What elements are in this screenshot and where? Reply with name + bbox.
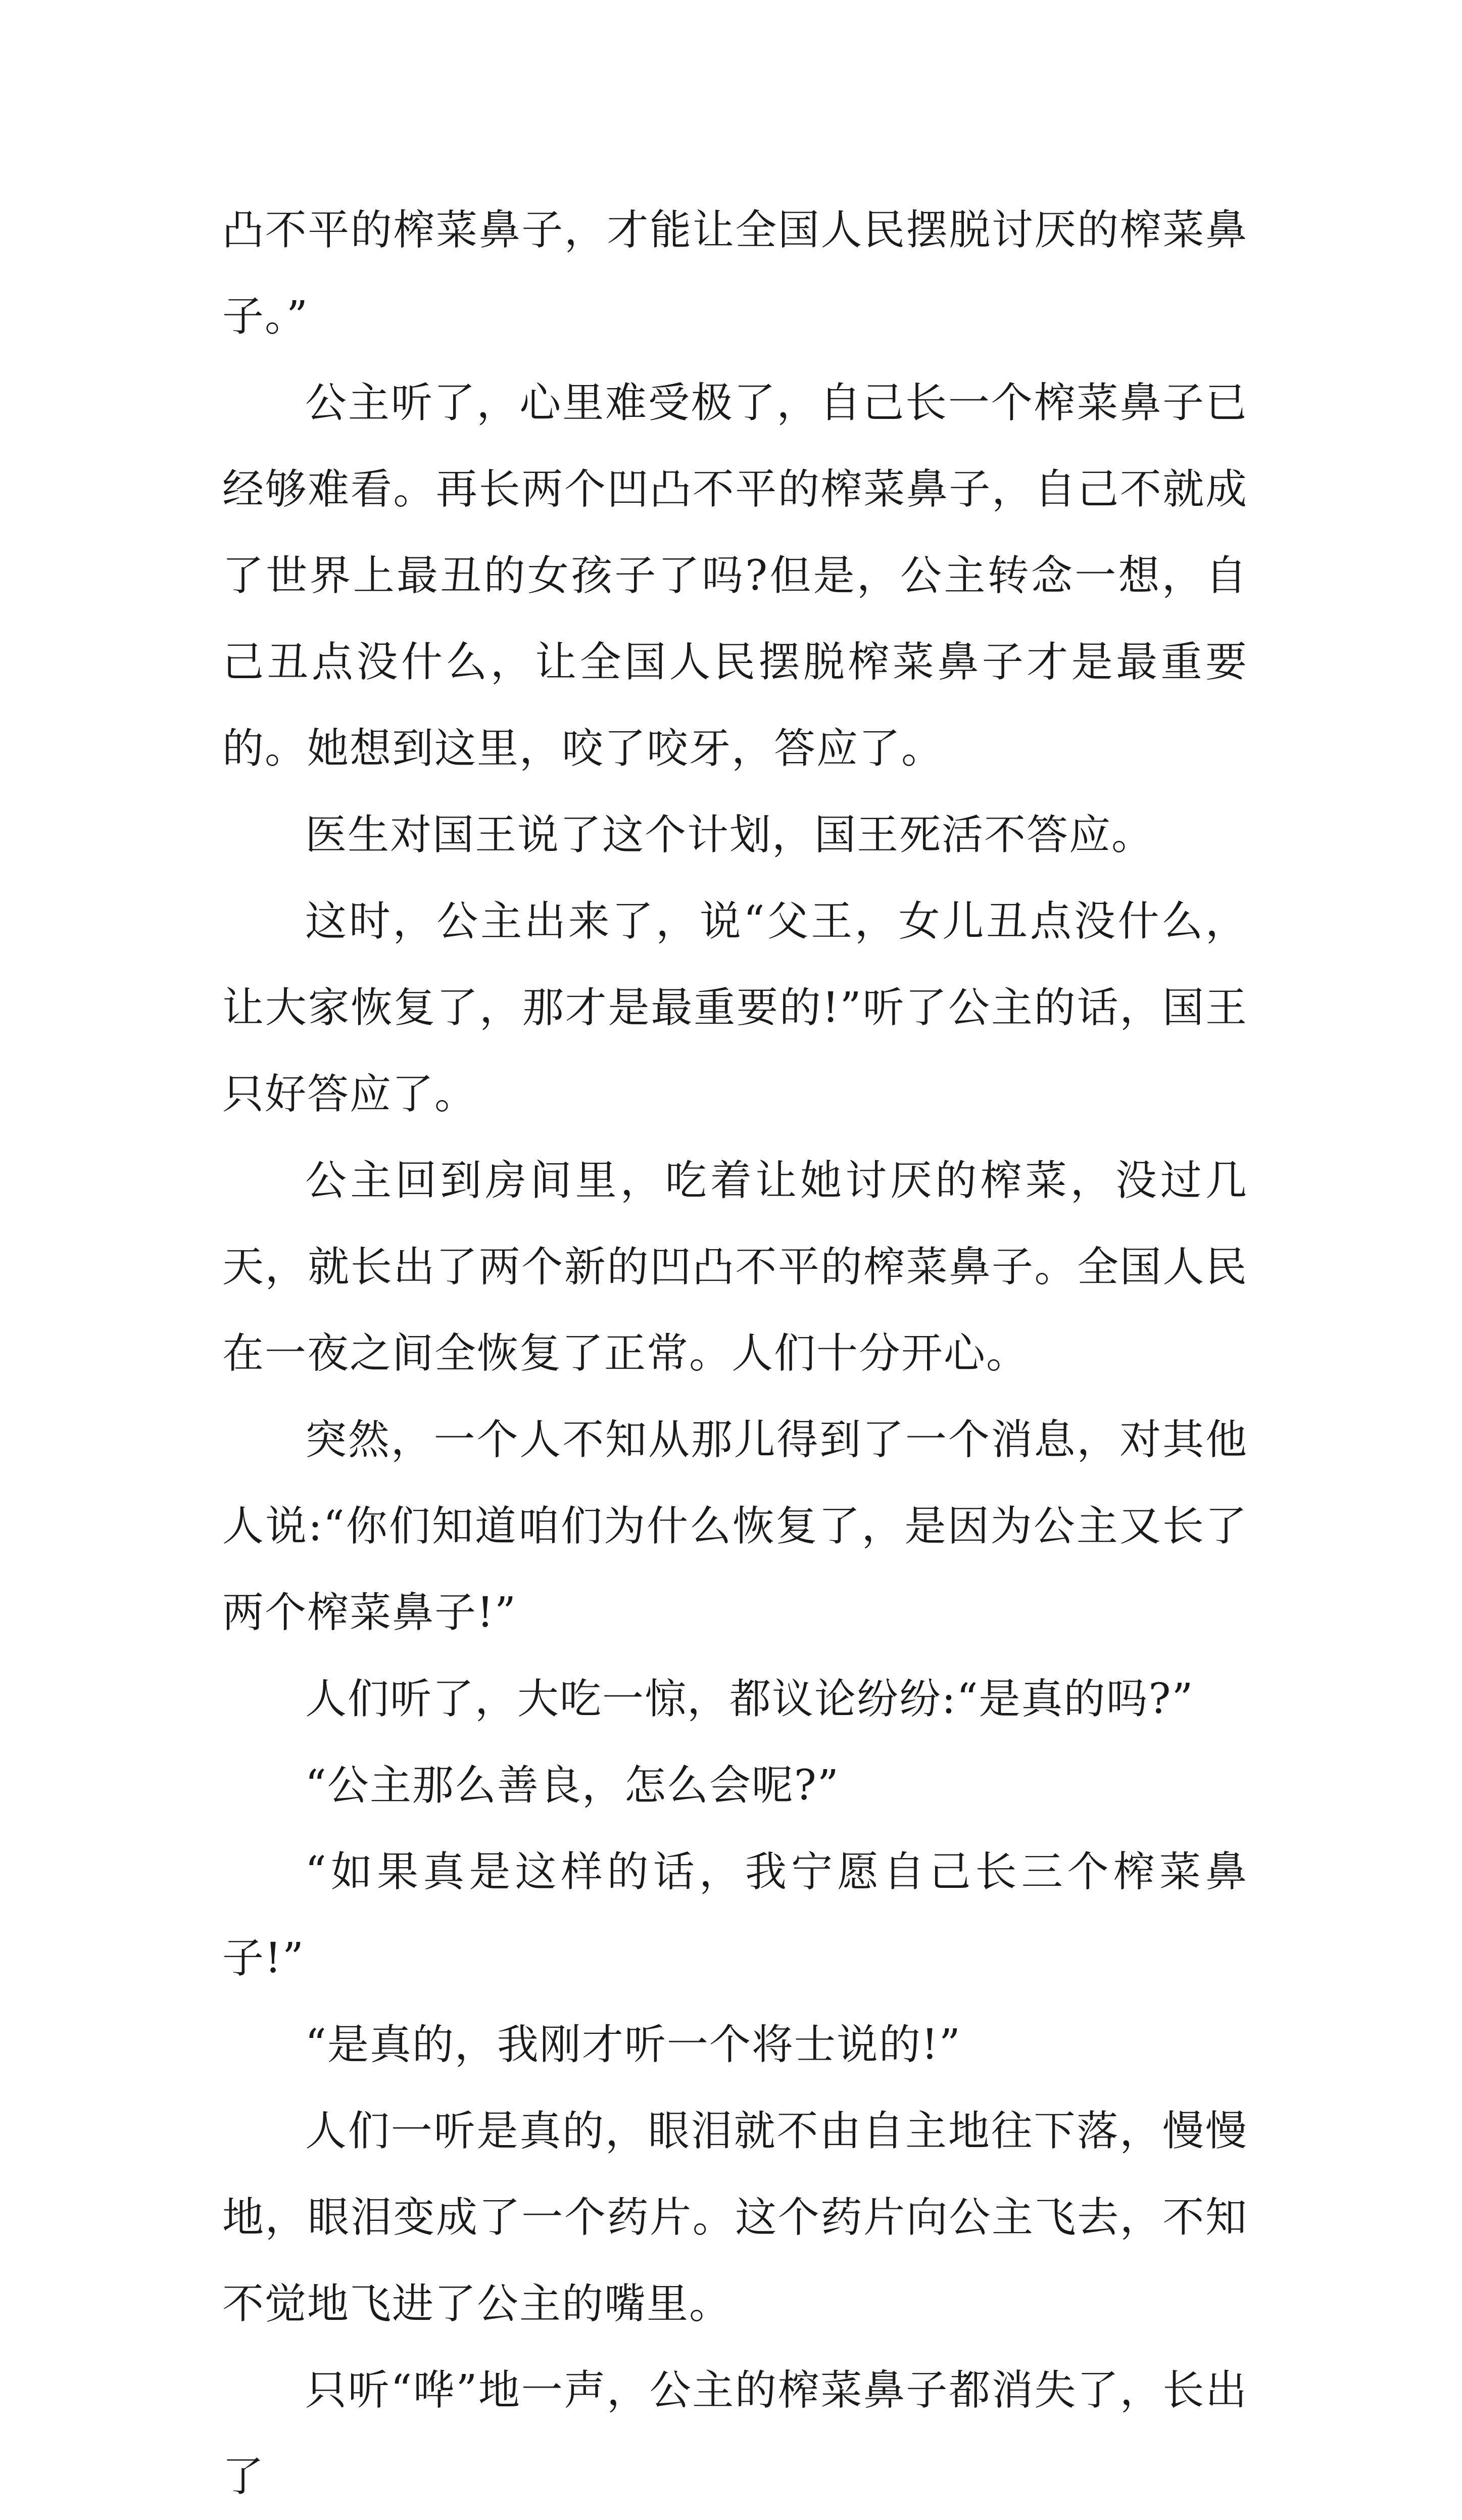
paragraph-1: 凸不平的榨菜鼻子，才能让全国人民摆脱讨厌的榨菜鼻子。” [222, 206, 1248, 341]
paragraph-8: “公主那么善良，怎么会呢?” [305, 1762, 840, 1810]
paragraph-6: 突然，一个人不知从那儿得到了一个消息，对其他人说:“你们知道咱们为什么恢复了，是因为公主又长了两个榨菜鼻子!” [222, 1416, 1248, 1637]
paragraph-12: 只听“哗”地一声，公主的榨菜鼻子都消失了，长出了 [222, 2366, 1248, 2501]
paragraph-10: “是真的，我刚才听一个将士说的!” [305, 2021, 961, 2069]
paragraph-4: 这时，公主出来了，说“父王，女儿丑点没什么，让大家恢复了，那才是最重要的!”听了公主的话，国王只好答应了。 [222, 897, 1248, 1118]
paragraph-3: 医生对国王说了这个计划，国王死活不答应。 [305, 811, 1154, 859]
paragraph-9: “如果真是这样的话，我宁愿自己长三个榨菜鼻子!” [222, 1848, 1248, 1982]
paragraph-7: 人们听了，大吃一惊，都议论纷纷:“是真的吗?” [305, 1675, 1194, 1723]
paragraph-11: 人们一听是真的，眼泪就不由自主地往下落，慢慢地，眼泪变成了一个药片。这个药片向公主飞去，不知不觉地飞进了公主的嘴里。 [222, 2107, 1248, 2328]
paragraph-2: 公主听了，心里难受极了，自己长一个榨菜鼻子已经够难看。再长两个凹凸不平的榨菜鼻子，自己不就成了世界上最丑的女孩子了吗?但是，公主转念一想，自己丑点没什么，让全国人民摆脱榨菜鼻子才是最重要的。她想到这里，咬了咬牙，答应了。 [222, 379, 1248, 773]
paragraph-5: 公主回到房间里，吃着让她讨厌的榨菜，没过几天，就长出了两个新的凹凸不平的榨菜鼻子。全国人民在一夜之间全恢复了正常。人们十分开心。 [222, 1157, 1248, 1377]
story-body [222, 187, 1248, 2520]
